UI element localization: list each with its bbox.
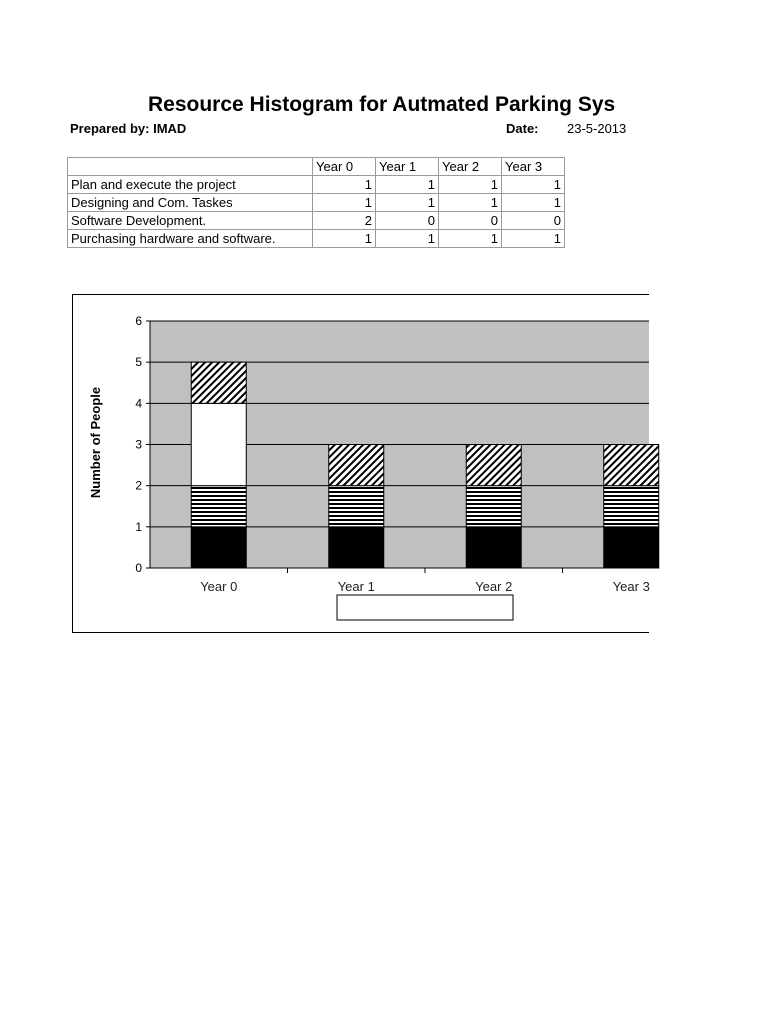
value-cell[interactable]: 1 [502,230,565,248]
column-header[interactable]: Year 1 [376,158,439,176]
bar-segment-series-1 [191,527,246,568]
value-cell[interactable]: 1 [439,194,502,212]
table-header-row [68,158,565,176]
table-row [68,230,565,248]
value-cell[interactable]: 1 [439,230,502,248]
column-header[interactable] [68,158,313,176]
x-tick-label: Year 3 [612,579,650,594]
value-cell[interactable]: 1 [313,230,376,248]
bar-segment-series-4 [466,445,521,486]
bar-segment-series-3 [191,403,246,485]
task-name-cell[interactable]: Software Development. [68,212,313,230]
y-tick-label: 4 [135,396,142,411]
y-tick-label: 5 [135,355,142,370]
y-axis-label: Number of People [88,386,103,499]
task-name-cell[interactable]: Purchasing hardware and software. [68,230,313,248]
chart-area[interactable] [72,294,649,633]
bar-segment-series-4 [329,445,384,486]
bar-segment-series-2 [329,486,384,527]
date-value: 23-5-2013 [567,121,627,136]
table-row [68,176,565,194]
y-tick-label: 1 [135,519,142,534]
bar-segment-series-4 [191,362,246,403]
bar-segment-series-1 [604,527,659,568]
bar-segment-series-2 [466,486,521,527]
column-header[interactable]: Year 0 [313,158,376,176]
task-name-cell[interactable]: Designing and Com. Taskes [68,194,313,212]
y-tick-label: 3 [135,437,142,452]
value-cell[interactable]: 1 [502,176,565,194]
value-cell[interactable]: 1 [376,230,439,248]
table-row [68,212,565,230]
column-header[interactable]: Year 3 [502,158,565,176]
y-tick-label: 6 [135,314,142,328]
column-header[interactable]: Year 2 [439,158,502,176]
bar-segment-series-1 [329,527,384,568]
bar-segment-series-1 [466,527,521,568]
value-cell[interactable]: 1 [376,194,439,212]
x-tick-label: Year 2 [475,579,513,594]
page-title: Resource Histogram for Autmated Parking Sys [148,93,616,116]
value-cell[interactable]: 2 [313,212,376,230]
value-cell[interactable]: 0 [439,212,502,230]
value-cell[interactable]: 0 [502,212,565,230]
value-cell[interactable]: 1 [376,176,439,194]
y-tick-label: 2 [135,478,142,493]
legend-box [337,595,513,620]
y-tick-label: 0 [135,561,142,575]
value-cell[interactable]: 1 [313,194,376,212]
value-cell[interactable]: 1 [439,176,502,194]
prepared-by: Prepared by: IMAD [70,121,187,136]
x-tick-label: Year 1 [337,579,375,594]
histogram-chart [73,295,661,632]
x-tick-label: Year 0 [200,579,238,594]
task-name-cell[interactable]: Plan and execute the project [68,176,313,194]
table-row [68,194,565,212]
value-cell[interactable]: 0 [376,212,439,230]
bar-segment-series-2 [191,486,246,527]
value-cell[interactable]: 1 [313,176,376,194]
date-label: Date: [506,121,539,136]
value-cell[interactable]: 1 [502,194,565,212]
bar-segment-series-2 [604,486,659,527]
bar-segment-series-4 [604,445,659,486]
resource-table [67,157,565,248]
